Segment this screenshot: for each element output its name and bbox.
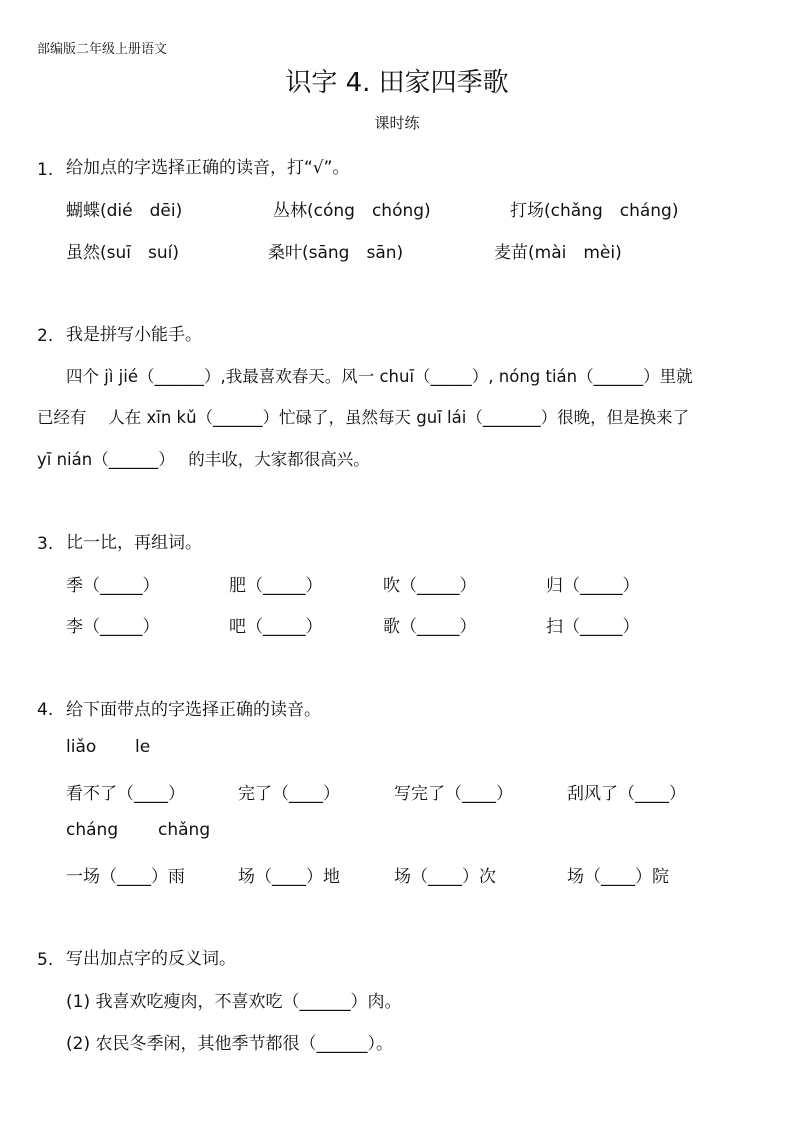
reading-item: 麦苗(mài mèi): [494, 243, 622, 263]
reading-item: 看不了（____）: [66, 784, 185, 804]
reading-item: 蝴蝶(dié dēi): [66, 201, 183, 221]
reading-item: 刮风了（____）: [567, 784, 686, 804]
question-number: 3.: [37, 534, 54, 554]
question-prompt: 写出加点字的反义词。: [66, 949, 236, 969]
reading-item: 完了（____）: [238, 784, 340, 804]
reading-item: 丛林(cóng chóng): [273, 201, 431, 221]
page-title: 识字 4. 田家四季歌: [285, 68, 509, 98]
pinyin-option: cháng: [66, 820, 119, 840]
question-prompt: 比一比，再组词。: [66, 533, 202, 553]
word-item: 季（_____）: [66, 576, 160, 596]
pinyin-option: le: [135, 737, 151, 757]
reading-item: 虽然(suī suí): [66, 243, 179, 263]
passage-line: 已经有 人在 xīn kǔ（______）忙碌了，虽然每天 guī lái（_______）很晚，但是换来了: [37, 408, 690, 427]
pinyin-option: liǎo: [66, 737, 97, 757]
word-item: 肥（_____）: [229, 576, 323, 596]
reading-item: 场（____）院: [567, 867, 669, 887]
antonym-item: (1) 我喜欢吃瘦肉，不喜欢吃（______）肉。: [66, 992, 402, 1012]
word-item: 扫（_____）: [546, 617, 640, 637]
word-item: 李（_____）: [66, 617, 160, 637]
passage-line: yī nián（______） 的丰收，大家都很高兴。: [37, 450, 370, 469]
pinyin-option: chǎng: [158, 820, 211, 840]
word-item: 歌（_____）: [383, 617, 477, 637]
reading-item: 场（____）次: [394, 867, 496, 887]
page-subtitle: 课时练: [374, 114, 420, 132]
reading-item: 桑叶(sāng sān): [268, 243, 404, 263]
word-item: 吹（_____）: [383, 576, 477, 596]
question-prompt: 我是拼写小能手。: [66, 325, 202, 345]
antonym-item: (2) 农民冬季闲，其他季节都很（______）。: [66, 1034, 393, 1054]
reading-item: 打场(chǎng cháng): [510, 201, 679, 221]
question-number: 1.: [37, 160, 54, 180]
reading-item: 一场（____）雨: [66, 867, 185, 887]
passage-line: 四个 jì jié（______）,我最喜欢春天。风一 chuī（_____）, nóng tián（______）里就: [66, 367, 693, 386]
reading-item: 写完了（____）: [394, 784, 513, 804]
word-item: 归（_____）: [546, 576, 640, 596]
question-prompt: 给加点的字选择正确的读音，打“√”。: [66, 158, 350, 178]
word-item: 吧（_____）: [229, 617, 323, 637]
question-number: 4.: [37, 700, 54, 720]
header-note: 部编版二年级上册语文: [37, 42, 168, 57]
reading-item: 场（____）地: [238, 867, 340, 887]
question-number: 2.: [37, 326, 54, 346]
question-number: 5.: [37, 950, 54, 970]
question-prompt: 给下面带点的字选择正确的读音。: [66, 700, 321, 720]
